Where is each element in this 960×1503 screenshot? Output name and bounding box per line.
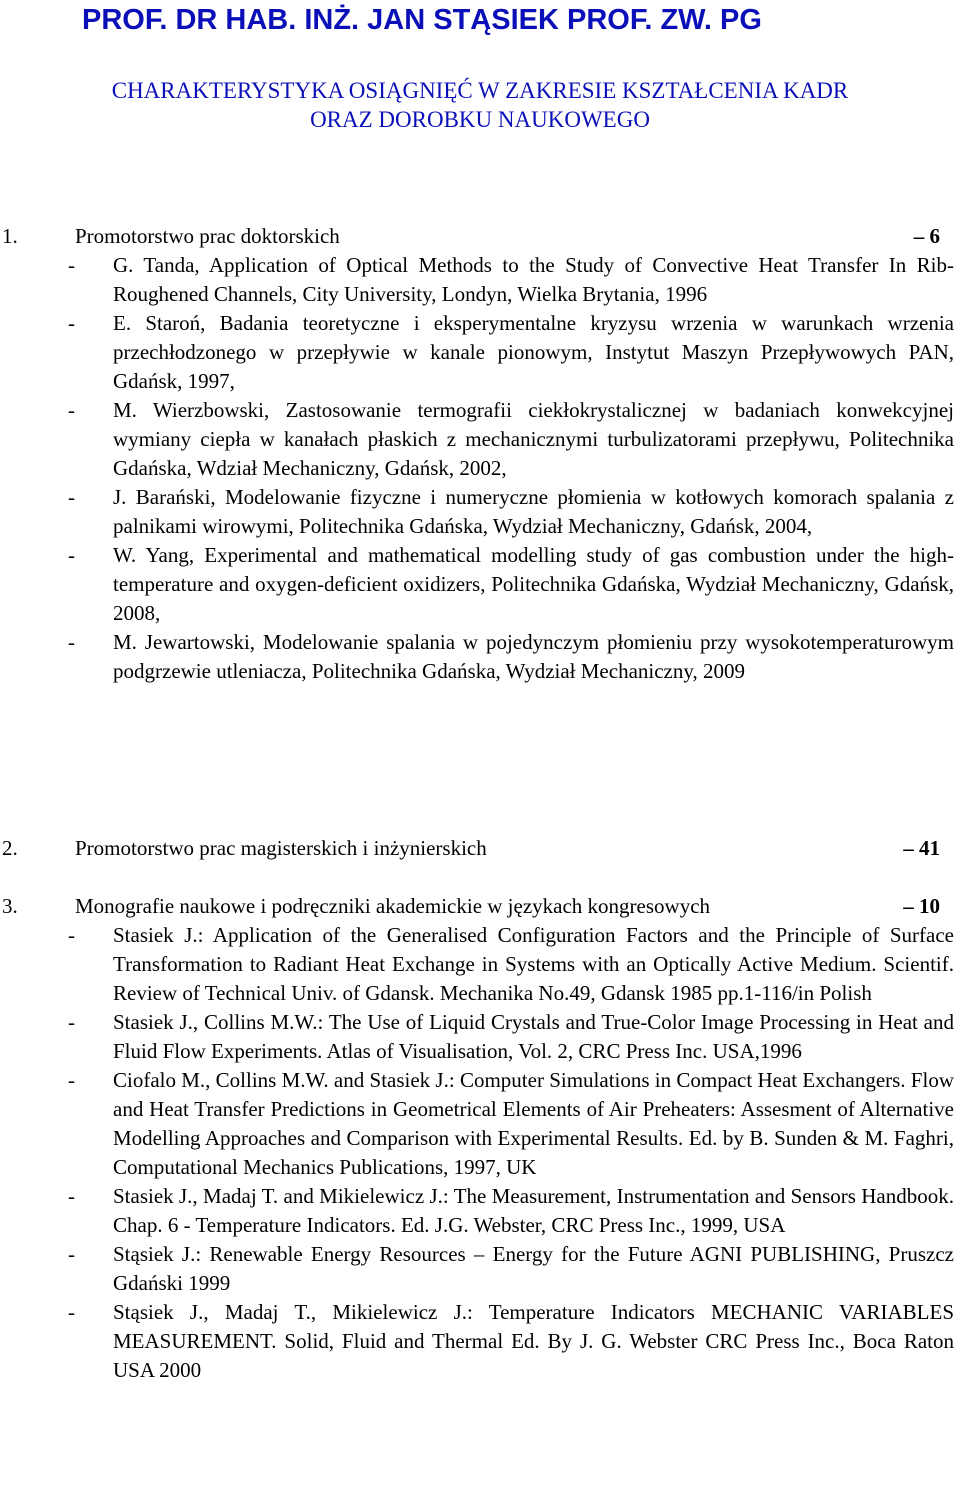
list-item	[0, 396, 960, 483]
document-heading	[0, 76, 960, 134]
section-header	[0, 834, 960, 863]
list-dash: -	[68, 1242, 75, 1266]
section-label: Monografie naukowe i podręczniki akademickie w językach kongresowych	[75, 894, 711, 918]
list-item-text: W. Yang, Experimental and mathematical modelling study of gas combustion under the high-temperature and oxygen-deficient oxidizers, Politechnika Gdańska, Wydział Mechaniczny, Gdańsk, 2008,	[113, 543, 954, 625]
section-header	[0, 892, 960, 921]
list-dash: -	[68, 311, 75, 335]
list-item	[0, 1240, 960, 1298]
heading-line-1: CHARAKTERYSTYKA OSIĄGNIĘĆ W ZAKRESIE KSZTAŁCENIA KADR	[111, 78, 849, 103]
list-item	[0, 309, 960, 396]
list-item-text: Ciofalo M., Collins M.W. and Stasiek J.: Computer Simulations in Compact Heat Exchangers. Flow and Heat Transfer Predictions in Geometrical Elements of Air Preheaters: Assesment of Alternative Modelling Approaches and Comparison with Experimental Results. Ed. by B. Sunden & M. Faghri, Computational Mechanics Publications, 1997, UK	[113, 1068, 954, 1179]
section-masters-supervision	[0, 834, 960, 863]
list-item	[0, 251, 960, 309]
list-item-text: M. Wierzbowski, Zastosowanie termografii ciekłokrystalicznej w badaniach konwekcyjnej wymiany ciepła w kanałach płaskich z mechanicznymi turbulizatorami przepływu, Politechnika Gdańska, Wdział Mechaniczny, Gdańsk, 2002,	[113, 398, 954, 480]
section-number: 1.	[2, 224, 18, 248]
list-dash: -	[68, 1010, 75, 1034]
list-item	[0, 541, 960, 628]
section-label: Promotorstwo prac magisterskich i inżynierskich	[75, 836, 487, 860]
list-item	[0, 1182, 960, 1240]
list-dash: -	[68, 398, 75, 422]
list-dash: -	[68, 1068, 75, 1092]
list-item-text: Stąsiek J., Madaj T., Mikielewicz J.: Temperature Indicators MECHANIC VARIABLES MEASUREMENT. Solid, Fluid and Thermal Ed. By J. G. Webster CRC Press Inc., Boca Raton USA 2000	[113, 1300, 954, 1382]
list-dash: -	[68, 1300, 75, 1324]
list-item	[0, 1008, 960, 1066]
section-count: – 10	[903, 894, 940, 918]
list-dash: -	[68, 543, 75, 567]
list-item-text: Stąsiek J.: Renewable Energy Resources – Energy for the Future AGNI PUBLISHING, Pruszcz Gdański 1999	[113, 1242, 954, 1295]
section-header	[0, 222, 960, 251]
section-count: – 41	[903, 836, 940, 860]
list-dash: -	[68, 923, 75, 947]
list-item	[0, 483, 960, 541]
list-item	[0, 1298, 960, 1385]
section-label: Promotorstwo prac doktorskich	[75, 224, 340, 248]
list-item-text: E. Staroń, Badania teoretyczne i eksperymentalne kryzysu wrzenia w warunkach wrzenia przechłodzonego w przepływie w kanale pionowym, Instytut Maszyn Przepływowych PAN, Gdańsk, 1997,	[113, 311, 954, 393]
list-item-text: Stasiek J.: Application of the Generalised Configuration Factors and the Principle of Surface Transformation to Radiant Heat Exchange in Systems with an Optically Active Medium. Scientif. Review of Technical Univ. of Gdansk. Mechanika No.49, Gdansk 1985 pp.1-116/in Polish	[113, 923, 954, 1005]
list-item-text: J. Barański, Modelowanie fizyczne i numeryczne płomienia w kotłowych komorach spalania z palnikami wirowymi, Politechnika Gdańska, Wydział Mechaniczny, Gdańsk, 2004,	[113, 485, 954, 538]
heading-line-2: ORAZ DOROBKU NAUKOWEGO	[310, 107, 650, 132]
list-item	[0, 921, 960, 1008]
section-number: 2.	[2, 836, 18, 860]
list-item	[0, 1066, 960, 1182]
section-monographs	[0, 892, 960, 1385]
list-dash: -	[68, 1184, 75, 1208]
list-item-text: Stasiek J., Madaj T. and Mikielewicz J.: The Measurement, Instrumentation and Sensors Handbook. Chap. 6 - Temperature Indicators. Ed. J.G. Webster, CRC Press Inc., 1999, USA	[113, 1184, 954, 1237]
list-dash: -	[68, 485, 75, 509]
section-count: – 6	[913, 224, 940, 248]
list-item-text: M. Jewartowski, Modelowanie spalania w pojedynczym płomieniu przy wysokotemperaturowym podgrzewie utleniacza, Politechnika Gdańska, Wydział Mechaniczny, 2009	[113, 630, 954, 683]
section-number: 3.	[2, 894, 18, 918]
document-title: PROF. DR HAB. INŻ. JAN STĄSIEK PROF. ZW. PG	[82, 4, 762, 36]
list-item-text: Stasiek J., Collins M.W.: The Use of Liquid Crystals and True-Color Image Processing in Heat and Fluid Flow Experiments. Atlas of Visualisation, Vol. 2, CRC Press Inc. USA,1996	[113, 1010, 954, 1063]
list-dash: -	[68, 253, 75, 277]
section-doctoral-supervision	[0, 222, 960, 686]
list-item-text: G. Tanda, Application of Optical Methods to the Study of Convective Heat Transfer In Rib-Roughened Channels, City University, Londyn, Wielka Brytania, 1996	[113, 253, 954, 306]
list-dash: -	[68, 630, 75, 654]
list-item	[0, 628, 960, 686]
